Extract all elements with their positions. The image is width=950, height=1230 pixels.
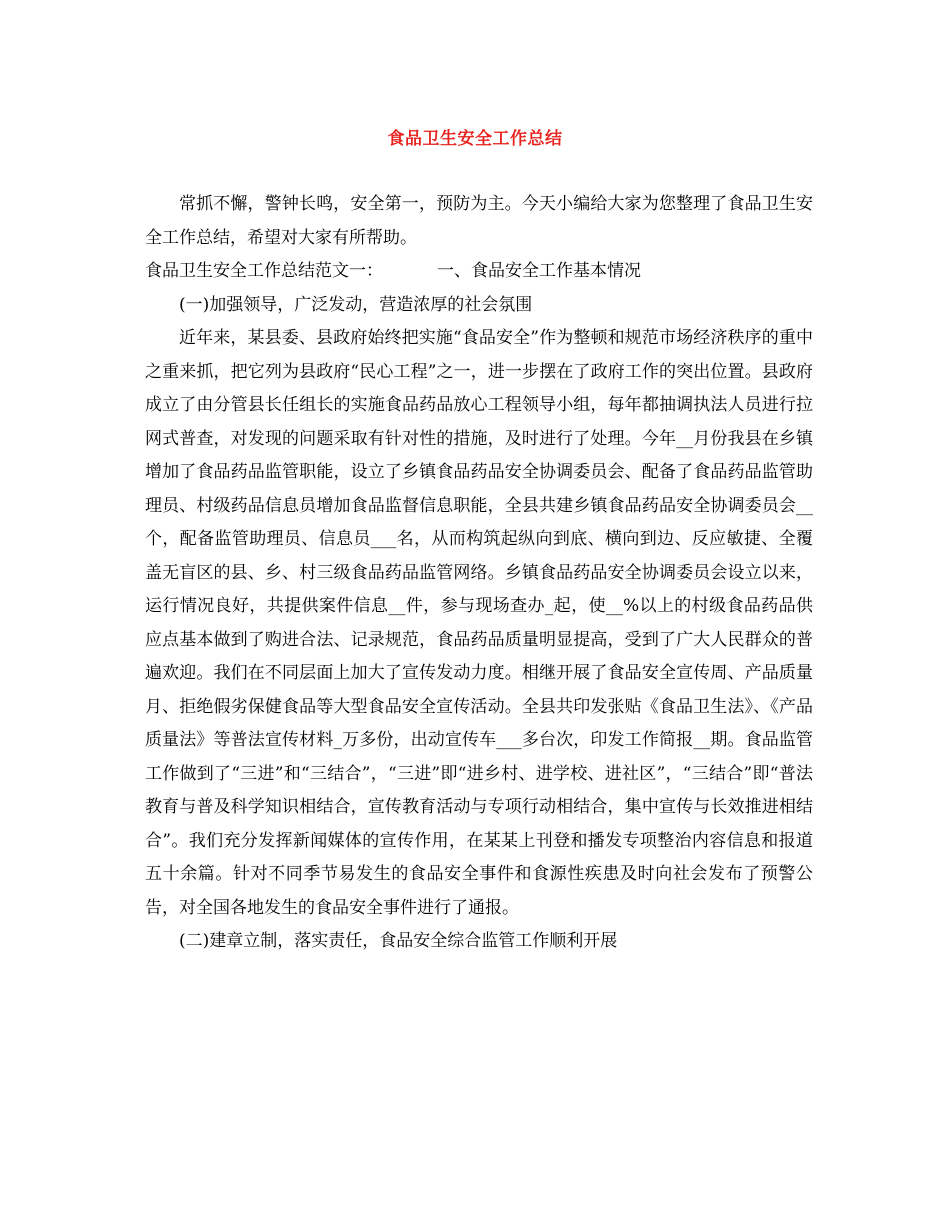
intro-paragraph: 常抓不懈，警钟长鸣，安全第一，预防为主。今天小编给大家为您整理了食品卫生安全工作总结，希望对大家有所帮助。 (145, 194, 813, 248)
document-body (145, 188, 813, 959)
section-1-title: (一)加强领导，广泛发动，营造浓厚的社会氛围 (179, 294, 533, 315)
sample-heading-line: 食品卫生安全工作总结范文一： 一、食品安全工作基本情况 (145, 261, 642, 281)
section-2-title: (二)建章立制，落实责任，食品安全综合监管工作顺利开展 (179, 931, 618, 951)
document-title: 食品卫生安全工作总结 (387, 129, 563, 149)
section-1-body: 近年来，某县委、县政府始终把实施“食品安全”作为整顿和规范市场经济秩序的重中之重来抓，把它列为县政府“民心工程”之一，进一步摆在了政府工作的突出位置。县政府成立了由分管县长任组长的实施食品药品放心工程领导小组，每年都抽调执法人员进行拉网式普查，对发现的问题采取有针对性的措施，及时进行了处理。今年__月份我县在乡镇增加了食品药品监管职能，设立了乡镇食品药品安全协调委员会、配备了食品药品监管助理员、村级药品信息员增加食品监督信息职能，全县共建乡镇食品药品安全协调委员会__个，配备监管助理员、信息员___名，从而构筑起纵向到底、横向到边、反应敏捷、全覆盖无盲区的县、乡、村三级食品药品监管网络。乡镇食品药品安全协调委员会设立以来，运行情况良好，共提供案件信息__件，参与现场查办_起，使__%以上的村级食品药品供应点基本做到了购进合法、记录规范，食品药品质量明显提高，受到了广大人民群众的普遍欢迎。我们在不同层面上加大了宣传发动力度。相继开展了食品安全宣传周、产品质量月、拒绝假劣保健食品等大型食品安全宣传活动。全县共印发张贴《食品卫生法》、《产品质量法》等普法宣传材料_万多份，出动宣传车___多台次，印发工作简报__期。食品监管工作做到了“三进”和“三结合”，“三进”即“进乡村、进学校、进社区”，“三结合”即“普法教育与普及科学知识相结合，宣传教育活动与专项行动相结合，集中宣传与长效推进相结合”。我们充分发挥新闻媒体的宣传作用，在某某上刊登和播发专项整治内容信息和报道五十余篇。针对不同季节易发生的食品安全事件和食源性疾患及时向社会发布了预警公告，对全国各地发生的食品安全事件进行了通报。 (145, 328, 813, 918)
